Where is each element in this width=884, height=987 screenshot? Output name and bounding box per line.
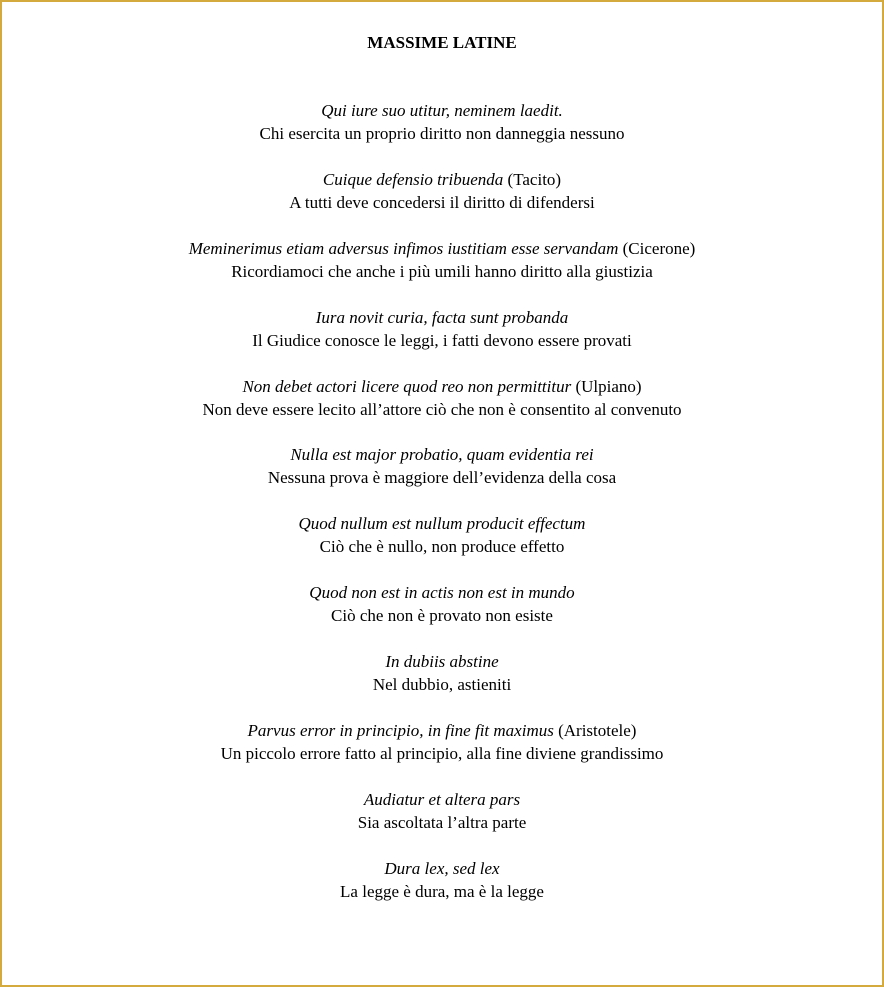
maxim-latin: Nulla est major probatio, quam evidentia rei bbox=[290, 445, 594, 465]
maxim-author: (Tacito) bbox=[507, 169, 562, 189]
maxim-translation: A tutti deve concedersi il diritto di difendersi bbox=[289, 192, 595, 212]
maxim-latin: Non debet actori licere quod reo non permittitur bbox=[242, 376, 572, 396]
maxim-latin-line bbox=[2, 168, 882, 191]
maxim-latin-line bbox=[2, 650, 882, 673]
maxim-item bbox=[2, 650, 882, 719]
maxim-author: (Aristotele) bbox=[558, 721, 637, 741]
maxim-latin-line bbox=[2, 237, 882, 260]
maxim-item bbox=[2, 857, 882, 926]
maxim-latin-line bbox=[2, 719, 882, 742]
maxim-latin: Audiatur et altera pars bbox=[363, 789, 521, 809]
maxim-translation: Ricordiamoci che anche i più umili hanno diritto alla giustizia bbox=[231, 261, 653, 281]
maxim-author: (Cicerone) bbox=[622, 238, 696, 258]
maxim-item bbox=[2, 237, 882, 306]
maxim-latin-line bbox=[2, 581, 882, 604]
maxim-latin: Qui iure suo utitur, neminem laedit. bbox=[321, 101, 563, 120]
maxim-translation: Sia ascoltata l’altra parte bbox=[357, 812, 527, 832]
maxim-latin: Iura novit curia, facta sunt probanda bbox=[315, 307, 569, 327]
maxim-latin-line bbox=[2, 443, 882, 466]
maxim-item bbox=[2, 306, 882, 375]
page-title: MASSIME LATINE bbox=[367, 33, 517, 52]
maxim-translation: Chi esercita un proprio diritto non danneggia nessuno bbox=[259, 124, 625, 143]
maxim-item bbox=[2, 443, 882, 512]
maxim-latin-line bbox=[2, 375, 882, 398]
maxim-item bbox=[2, 581, 882, 650]
maxim-item bbox=[2, 168, 882, 237]
maxim-translation: Un piccolo errore fatto al principio, alla fine diviene grandissimo bbox=[220, 744, 664, 764]
maxim-translation: La legge è dura, ma è la legge bbox=[340, 881, 544, 901]
maxim-latin-line bbox=[2, 788, 882, 811]
maxim-latin: Cuique defensio tribuenda bbox=[322, 169, 504, 189]
maxim-latin: Quod non est in actis non est in mundo bbox=[309, 583, 575, 603]
maxim-latin-line bbox=[2, 99, 882, 122]
maxim-translation: Ciò che non è provato non esiste bbox=[331, 606, 553, 626]
maxim-latin-line bbox=[2, 306, 882, 329]
maxim-author: (Ulpiano) bbox=[575, 376, 642, 396]
maxim-translation: Nel dubbio, astieniti bbox=[372, 675, 512, 695]
maxim-item bbox=[2, 99, 882, 168]
maxim-latin: Quod nullum est nullum producit effectum bbox=[298, 514, 586, 534]
maxim-latin: Meminerimus etiam adversus infimos iustitiam esse servandam bbox=[188, 238, 619, 258]
maxim-translation: Non deve essere lecito all’attore ciò che non è consentito al convenuto bbox=[202, 399, 682, 419]
maxim-item bbox=[2, 719, 882, 788]
maxim-latin: Dura lex, sed lex bbox=[384, 858, 500, 878]
maxim-latin-line bbox=[2, 857, 882, 880]
maxim-latin: In dubiis abstine bbox=[385, 652, 499, 672]
maxim-translation: Nessuna prova è maggiore dell’evidenza della cosa bbox=[267, 468, 617, 488]
maxim-item bbox=[2, 788, 882, 857]
maxim-translation: Ciò che è nullo, non produce effetto bbox=[319, 537, 565, 557]
maxim-latin-line bbox=[2, 512, 882, 535]
maxim-item bbox=[2, 375, 882, 444]
maxim-item bbox=[2, 512, 882, 581]
maxim-latin: Parvus error in principio, in fine fit maximus bbox=[247, 721, 554, 741]
maxim-translation: Il Giudice conosce le leggi, i fatti devono essere provati bbox=[252, 330, 632, 350]
maxim-list bbox=[2, 99, 882, 926]
